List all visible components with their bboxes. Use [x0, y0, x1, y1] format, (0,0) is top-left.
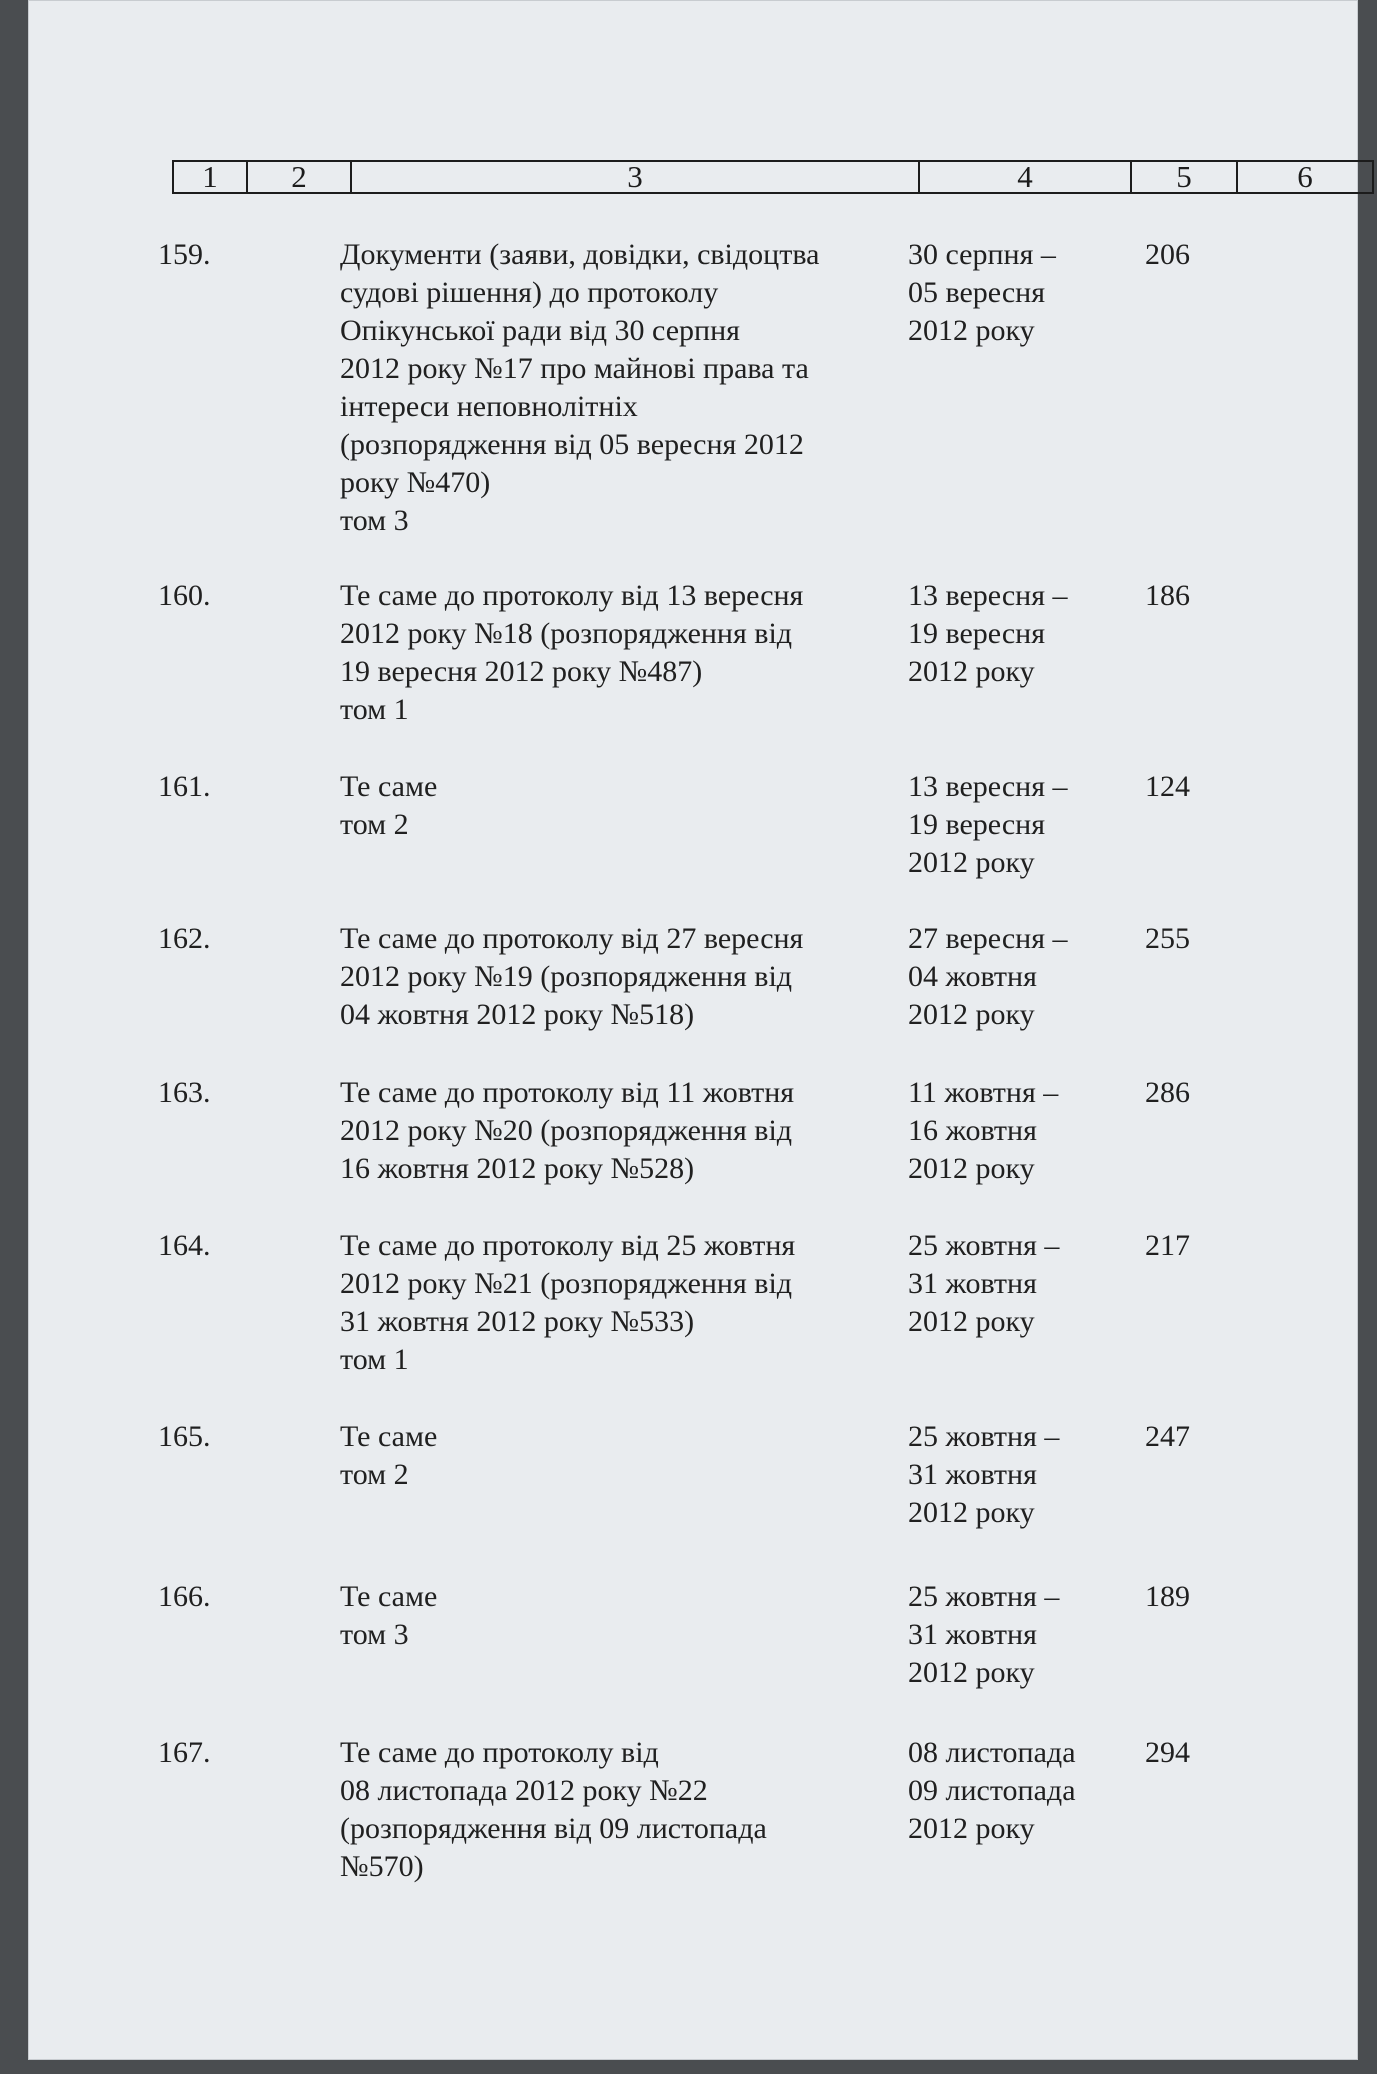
date-line: 2012 року [908, 998, 1035, 1031]
entry-page-count: 286 [1145, 1076, 1190, 1109]
description-line: 2012 року №21 (розпорядження від [340, 1267, 793, 1300]
description-line: 08 листопада 2012 року №22 [340, 1774, 708, 1807]
entry-dates [908, 1227, 1108, 1341]
description-line: (розпорядження від 05 вересня 2012 [340, 428, 804, 461]
date-line: 2012 року [908, 314, 1035, 347]
description-line: 2012 року №19 (розпорядження від [340, 960, 793, 993]
description-line: Те саме до протоколу від 13 вересня [340, 579, 804, 612]
entry-number: 167. [158, 1736, 211, 1769]
date-line: 19 вересня [908, 617, 1046, 650]
date-line: 25 жовтня – [908, 1580, 1060, 1613]
entry-number: 163. [158, 1076, 211, 1109]
description-line: Те саме до протоколу від [340, 1736, 659, 1769]
column-header-4: 4 [919, 161, 1131, 193]
date-line: 09 листопада [908, 1774, 1076, 1807]
date-line: 31 жовтня [908, 1458, 1037, 1491]
description-line: том 2 [340, 808, 409, 841]
column-header-row [173, 161, 1373, 193]
entry-page-count: 255 [1145, 922, 1190, 955]
entry-page-count: 189 [1145, 1580, 1190, 1613]
entry-dates [908, 577, 1108, 691]
entry-number: 165. [158, 1420, 211, 1453]
entry-description [340, 1734, 880, 1886]
date-line: 2012 року [908, 1496, 1035, 1529]
date-line: 13 вересня – [908, 579, 1068, 612]
date-line: 27 вересня – [908, 922, 1068, 955]
entry-description [340, 236, 880, 540]
entry-description [340, 1227, 880, 1379]
entry-description [340, 1418, 880, 1494]
date-line: 2012 року [908, 1305, 1035, 1338]
date-line: 31 жовтня [908, 1267, 1037, 1300]
description-line: 04 жовтня 2012 року №518) [340, 998, 695, 1031]
entry-page-count: 247 [1145, 1420, 1190, 1453]
description-line: Документи (заяви, довідки, свідоцтва [340, 238, 820, 271]
date-line: 04 жовтня [908, 960, 1037, 993]
description-line: Те саме до протоколу від 25 жовтня [340, 1229, 796, 1262]
description-line: Те саме [340, 770, 438, 803]
date-line: 2012 року [908, 1152, 1035, 1185]
entry-number: 160. [158, 579, 211, 612]
entry-number: 161. [158, 770, 211, 803]
column-header-table [172, 160, 1374, 194]
description-line: Те саме до протоколу від 27 вересня [340, 922, 804, 955]
date-line: 30 серпня – [908, 238, 1056, 271]
description-line: Те саме [340, 1420, 438, 1453]
description-line: 16 жовтня 2012 року №528) [340, 1152, 695, 1185]
entry-dates [908, 1734, 1108, 1848]
column-header-3: 3 [351, 161, 919, 193]
date-line: 25 жовтня – [908, 1229, 1060, 1262]
entry-page-count: 217 [1145, 1229, 1190, 1262]
description-line: 31 жовтня 2012 року №533) [340, 1305, 695, 1338]
description-line: том 3 [340, 1618, 409, 1651]
date-line: 11 жовтня – [908, 1076, 1059, 1109]
entry-dates [908, 768, 1108, 882]
date-line: 2012 року [908, 1656, 1035, 1689]
date-line: 25 жовтня – [908, 1420, 1060, 1453]
description-line: 19 вересня 2012 року №487) [340, 655, 703, 688]
description-line: Те саме до протоколу від 11 жовтня [340, 1076, 795, 1109]
column-header-1: 1 [173, 161, 247, 193]
date-line: 13 вересня – [908, 770, 1068, 803]
entry-description [340, 1578, 880, 1654]
description-line: 2012 року №20 (розпорядження від [340, 1114, 793, 1147]
date-line: 08 листопада [908, 1736, 1076, 1769]
entry-description [340, 577, 880, 729]
entry-description [340, 1074, 880, 1188]
description-line: 2012 року №17 про майнові права та [340, 352, 809, 385]
entry-dates [908, 1418, 1108, 1532]
date-line: 31 жовтня [908, 1618, 1037, 1651]
description-line: том 1 [340, 693, 409, 726]
description-line: том 1 [340, 1343, 409, 1376]
date-line: 16 жовтня [908, 1114, 1037, 1147]
description-line: №570) [340, 1850, 424, 1883]
entry-dates [908, 236, 1108, 350]
date-line: 2012 року [908, 655, 1035, 688]
description-line: Опікунської ради від 30 серпня [340, 314, 740, 347]
description-line: том 2 [340, 1458, 409, 1491]
description-line: року №470) [340, 466, 491, 499]
description-line: 2012 року №18 (розпорядження від [340, 617, 793, 650]
column-header-6: 6 [1237, 161, 1373, 193]
date-line: 2012 року [908, 1812, 1035, 1845]
column-header-5: 5 [1131, 161, 1237, 193]
description-line: Те саме [340, 1580, 438, 1613]
entry-number: 159. [158, 238, 211, 271]
column-header-2: 2 [247, 161, 351, 193]
description-line: том 3 [340, 504, 409, 537]
entry-page-count: 294 [1145, 1736, 1190, 1769]
description-line: (розпорядження від 09 листопада [340, 1812, 767, 1845]
date-line: 05 вересня [908, 276, 1046, 309]
entry-description [340, 768, 880, 844]
description-line: інтереси неповнолітніх [340, 390, 638, 423]
entry-page-count: 186 [1145, 579, 1190, 612]
date-line: 2012 року [908, 846, 1035, 879]
entry-page-count: 206 [1145, 238, 1190, 271]
entry-number: 164. [158, 1229, 211, 1262]
entry-page-count: 124 [1145, 770, 1190, 803]
description-line: судові рішення) до протоколу [340, 276, 719, 309]
entry-description [340, 920, 880, 1034]
entry-dates [908, 920, 1108, 1034]
entry-dates [908, 1074, 1108, 1188]
date-line: 19 вересня [908, 808, 1046, 841]
entry-number: 162. [158, 922, 211, 955]
entry-dates [908, 1578, 1108, 1692]
entry-number: 166. [158, 1580, 211, 1613]
